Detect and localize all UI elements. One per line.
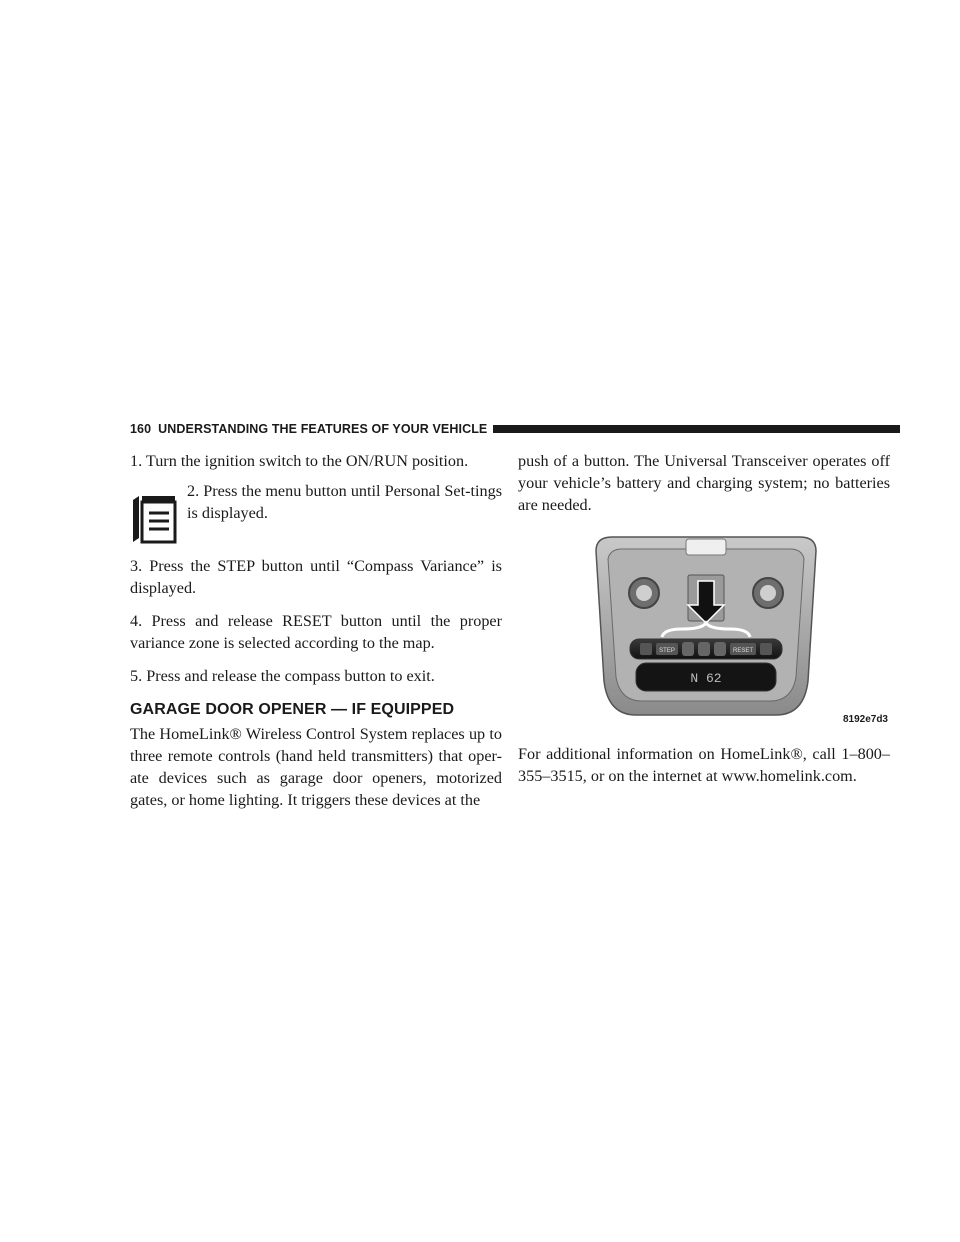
running-title: UNDERSTANDING THE FEATURES OF YOUR VEHICLE — [158, 422, 488, 436]
info-paragraph: For additional information on HomeLink®, call 1–800–355–3515, or on the internet at www.homelink.com. — [518, 745, 890, 785]
homelink-figure — [518, 531, 890, 731]
section-heading: GARAGE DOOR OPENER — IF EQUIPPED — [130, 701, 455, 718]
step-2: 2. Press the menu button until Personal Set-tings is displayed. — [187, 482, 502, 522]
left-column — [130, 450, 502, 811]
figure-id: 8192e7d3 — [842, 714, 888, 725]
step-button-label: STEP — [659, 648, 675, 654]
step-5: 5. Press and release the compass button to exit. — [130, 667, 435, 685]
step-1: 1. Turn the ignition switch to the ON/RUN position. — [130, 452, 469, 470]
note-block — [130, 480, 502, 544]
overhead-console-illustration — [586, 531, 826, 719]
reset-button-label: RESET — [732, 648, 754, 654]
compass-display-text: N 62 — [690, 671, 722, 686]
note-icon — [131, 494, 177, 544]
running-header — [130, 418, 900, 440]
right-column — [518, 450, 890, 787]
header-rule — [493, 425, 900, 433]
continued-paragraph: push of a button. The Universal Transceiver operates off your vehicle’s battery and charging system; no batteries are needed. — [518, 452, 890, 514]
step-3: 3. Press the STEP button until “Compass Variance” is displayed. — [130, 557, 502, 597]
intro-paragraph: The HomeLink® Wireless Control System replaces up to three remote controls (hand held transmitters) that oper-ate devices such as garage door openers, motorized gates, or home lighting. It triggers these devices at the — [130, 725, 502, 809]
step-4: 4. Press and release RESET button until the proper variance zone is selected according to the map. — [130, 612, 502, 652]
page-number: 160 — [130, 422, 152, 436]
